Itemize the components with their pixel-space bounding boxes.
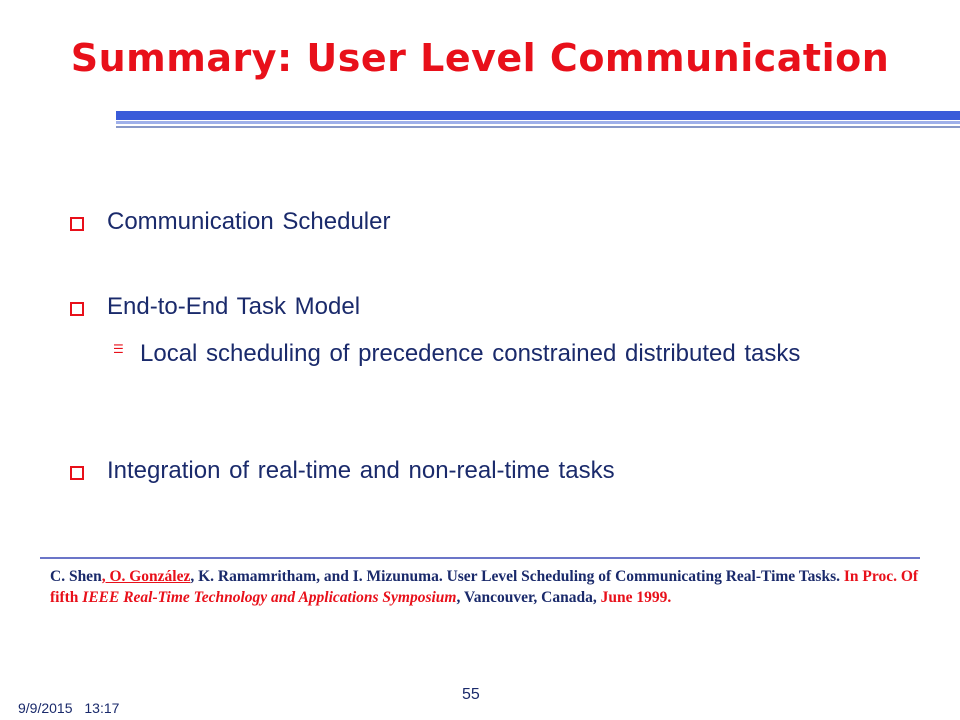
citation-date: June 1999. — [596, 589, 672, 606]
sub-bullet-icon: ☰ — [113, 342, 124, 356]
sub-bullet-local-scheduling: Local scheduling of precedence constrained distributed tasks — [140, 340, 801, 367]
citation-paper-title: User Level Scheduling of Communicating Real-Time Tasks. — [442, 568, 840, 585]
bullet-integration: Integration of real-time and non-real-time tasks — [107, 457, 615, 484]
bullet-end-to-end-task-model: End-to-End Task Model — [107, 293, 361, 320]
citation-divider — [40, 557, 920, 559]
title-rule-mid — [116, 121, 960, 124]
citation-author-gonzalez: , O. González — [101, 568, 191, 585]
citation-author-shen: C. Shen — [50, 568, 102, 585]
citation-venue: IEEE Real-Time Technology and Applications Symposium — [82, 589, 457, 606]
footer-time: 13:17 — [84, 700, 120, 716]
title-rule-thick — [116, 111, 960, 120]
square-bullet-icon — [70, 302, 84, 316]
slide-title: Summary: User Level Communication — [70, 36, 890, 80]
bullet-communication-scheduler: Communication Scheduler — [107, 208, 391, 235]
citation-location: , Vancouver, Canada, — [456, 589, 597, 606]
square-bullet-icon — [70, 466, 84, 480]
footer-datetime — [18, 700, 119, 716]
title-rule-thin — [116, 126, 960, 128]
footer-date: 9/9/2015 — [18, 700, 73, 716]
citation-authors-rest: , K. Ramamritham, and I. Mizunuma. — [190, 568, 443, 585]
citation — [50, 566, 920, 608]
page-number: 55 — [462, 686, 480, 703]
square-bullet-icon — [70, 217, 84, 231]
citation-in-proc: In Proc. Of fifth — [50, 568, 919, 606]
